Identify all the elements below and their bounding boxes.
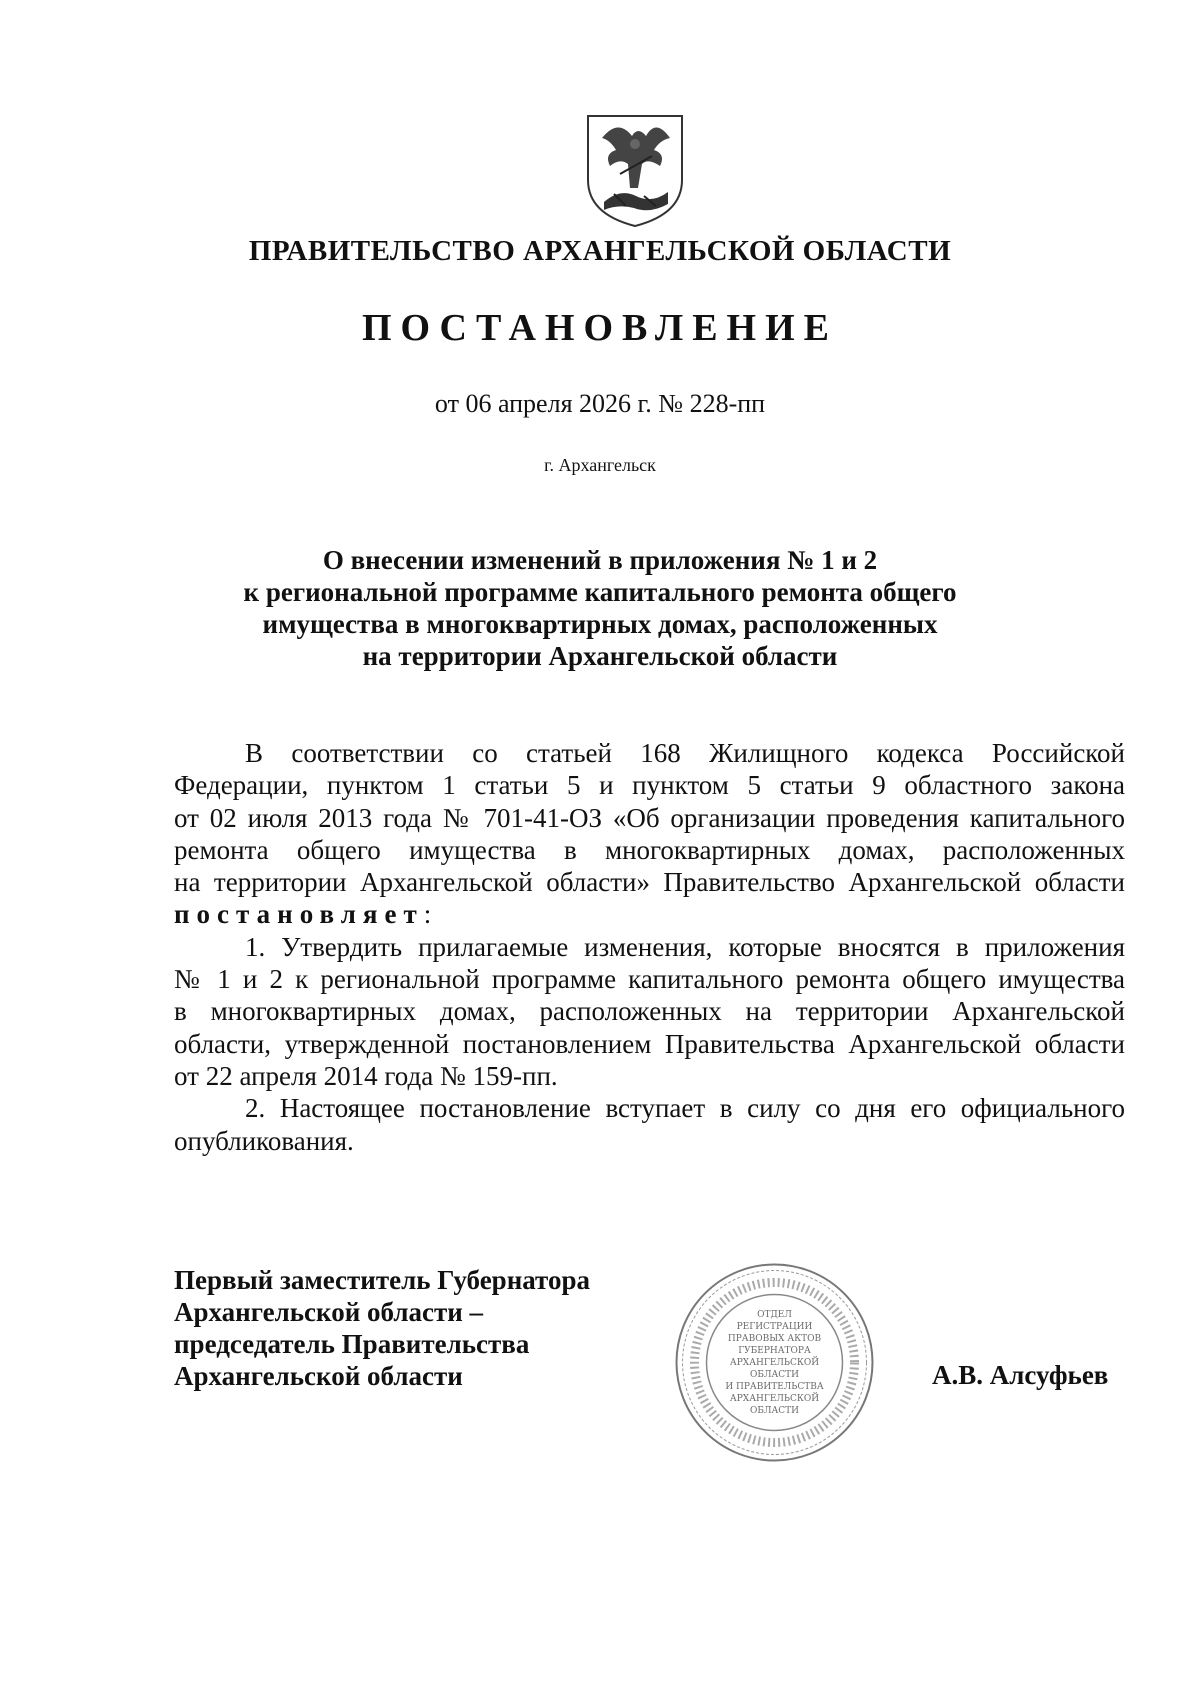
preamble-line: на территории Архангельской области» Правительство Архангельской области xyxy=(174,867,1125,898)
seal-line: ПРАВОВЫХ АКТОВ xyxy=(727,1333,822,1344)
subject-line: на территории Архангельской области xyxy=(362,641,838,671)
item2-line: опубликования. xyxy=(174,1125,354,1156)
preamble-line: Федерации, пунктом 1 статьи 5 и пунктом 5 статьи 9 областного закона xyxy=(174,770,1125,801)
item1-line: области, утвержденной постановлением Правительства Архангельской области xyxy=(174,1028,1125,1059)
resolves-colon: : xyxy=(423,899,432,930)
document-subject xyxy=(0,544,1200,672)
signatory-name: А.В. Алсуфьев xyxy=(932,1360,1109,1390)
seal-line: И ПРАВИТЕЛЬСТВА xyxy=(725,1381,824,1392)
item1-line: в многоквартирных домах, расположенных на территории Архангельской xyxy=(174,996,1125,1027)
seal-line: ГУБЕРНАТОРА xyxy=(738,1345,811,1356)
document-place: г. Архангельск xyxy=(544,455,656,475)
seal-line: РЕГИСТРАЦИИ xyxy=(736,1321,813,1332)
signatory-position xyxy=(174,1264,590,1392)
seal-line: ОБЛАСТИ xyxy=(749,1369,800,1380)
document-date-number: от 06 апреля 2026 г. № 228-пп xyxy=(434,389,766,418)
signatory-position-line: председатель Правительства xyxy=(174,1329,530,1359)
item1-line: от 22 апреля 2014 года № 159-пп. xyxy=(174,1060,558,1091)
coat-of-arms-emblem xyxy=(580,110,690,230)
item1-line: № 1 и 2 к региональной программе капитального ремонта общего имущества xyxy=(174,964,1125,995)
document-body xyxy=(174,737,1125,1157)
seal-line: АРХАНГЕЛЬСКОЙ xyxy=(729,1393,820,1404)
seal-line: АРХАНГЕЛЬСКОЙ xyxy=(729,1357,820,1368)
resolves-line xyxy=(174,898,1125,930)
seal-line: ОБЛАСТИ xyxy=(749,1405,800,1416)
official-seal xyxy=(672,1260,877,1465)
preamble-line: ремонта общего имущества в многоквартирных домах, расположенных xyxy=(174,834,1125,865)
item2-line: 2. Настоящее постановление вступает в силу со дня его официального xyxy=(245,1093,1125,1124)
subject-line: имущества в многоквартирных домах, расположенных xyxy=(262,609,938,639)
signatory-position-line: Архангельской области – xyxy=(174,1297,484,1327)
resolves-word: постановляет xyxy=(174,899,424,930)
preamble-line: от 02 июля 2013 года № 701-41-ОЗ «Об организации проведения капитального xyxy=(174,802,1125,833)
preamble-line: В соответствии со статьей 168 Жилищного кодекса Российской xyxy=(245,738,1125,768)
subject-line: О внесении изменений в приложения № 1 и 2 xyxy=(322,545,878,575)
item1-line: 1. Утвердить прилагаемые изменения, которые вносятся в приложения xyxy=(245,931,1125,962)
signatory-position-line: Архангельской области xyxy=(174,1361,463,1391)
seal-line: ОТДЕЛ xyxy=(757,1309,792,1320)
subject-line: к региональной программе капитального ремонта общего xyxy=(243,577,957,607)
document-type-title: ПОСТАНОВЛЕНИЕ xyxy=(361,307,839,349)
seal-center-text xyxy=(672,1260,877,1465)
government-title: ПРАВИТЕЛЬСТВО АРХАНГЕЛЬСКОЙ ОБЛАСТИ xyxy=(248,235,952,267)
signatory-position-line: Первый заместитель Губернатора xyxy=(174,1265,590,1295)
